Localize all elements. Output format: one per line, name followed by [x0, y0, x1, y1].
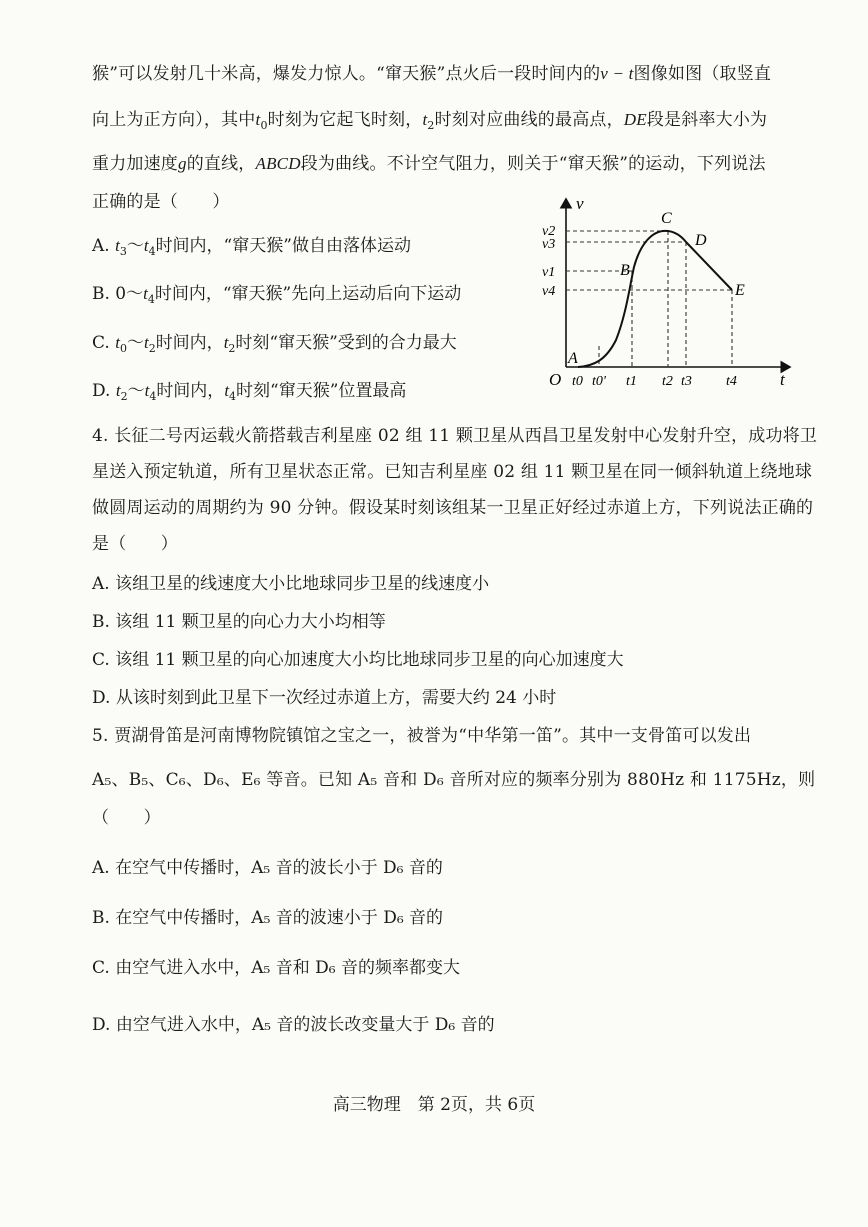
- q3-stem-line-1: [92, 62, 771, 86]
- point-d-label: D: [695, 232, 707, 249]
- abcd-label: ABCD: [255, 154, 301, 173]
- q3-stem-line-2: [92, 108, 767, 132]
- subscript: 4: [229, 390, 237, 403]
- q3-text: 的直线，: [186, 154, 256, 174]
- q3-text: 时刻为它起飞时刻，: [267, 110, 423, 130]
- t-symbol: t: [115, 381, 121, 400]
- q4-stem-line-3: 做圆周运动的周期约为 90 分钟。假设某时刻该组某一卫星正好经过赤道上方，下列说法正确的: [92, 498, 814, 518]
- vt-graph: [528, 195, 798, 400]
- subscript: 0: [119, 342, 127, 355]
- vt-label: v − t: [600, 64, 634, 83]
- t-symbol: t: [143, 236, 149, 255]
- option-label: B. 0: [92, 284, 127, 304]
- tick-t3: t3: [681, 374, 692, 389]
- subscript: 0: [260, 119, 268, 132]
- q5-stem-line-1: 5. 贾湖骨笛是河南博物院镇馆之宝之一，被誉为“中华第一笛”。其中一支骨笛可以发出: [92, 726, 752, 746]
- point-a-label: A: [568, 350, 578, 367]
- t-symbol: t: [115, 236, 120, 255]
- subscript: 4: [149, 390, 157, 403]
- q4-stem-line-4: 是（ ）: [92, 534, 178, 554]
- tick-t1: t1: [626, 374, 637, 389]
- q4-stem-line-1: 4. 长征二号丙运载火箭搭载吉利星座 02 组 11 颗卫星从西昌卫星发射中心发射升空，成功将卫: [92, 426, 818, 446]
- q3-text: 时刻对应曲线的最高点，: [434, 110, 624, 130]
- q5-option-c: C. 由空气进入水中，A₅ 音和 D₆ 音的频率都变大: [92, 958, 460, 978]
- tick-t2: t2: [662, 374, 673, 389]
- tick-t0: t0: [572, 374, 583, 389]
- option-label: A.: [92, 236, 116, 256]
- point-e-label: E: [735, 282, 745, 299]
- tilde: ～: [126, 333, 144, 353]
- q3-stem-line-3: [92, 152, 766, 176]
- option-label: C.: [92, 333, 116, 353]
- subscript: 2: [120, 390, 128, 403]
- q5-stem-line-3: （ ）: [92, 808, 161, 828]
- option-text: 时刻“窜天猴”位置最高: [236, 381, 407, 401]
- t-symbol: t: [255, 110, 261, 129]
- q3-text: 图像如图（取竖直: [633, 64, 772, 84]
- q3-text: 段为曲线。不计空气阻力，则关于“窜天猴”的运动，下列说法: [300, 154, 766, 174]
- option-text: 时间内，“窜天猴”先向上运动后向下运动: [154, 284, 462, 304]
- t-symbol: t: [223, 333, 229, 352]
- option-text: 时间内，“窜天猴”做自由落体运动: [155, 236, 411, 256]
- q4-option-b: B. 该组 11 颗卫星的向心力大小均相等: [92, 612, 386, 632]
- t-symbol: t: [422, 110, 428, 129]
- q3-option-c: [92, 331, 457, 355]
- q4-option-a: A. 该组卫星的线速度大小比地球同步卫星的线速度小: [92, 574, 490, 594]
- guide-lines: [566, 231, 732, 367]
- option-label: D.: [92, 381, 116, 401]
- q5-stem-line-2: A₅、B₅、C₆、D₆、E₆ 等音。已知 A₅ 音和 D₆ 音所对应的频率分别为 880Hz 和 1175Hz，则: [92, 770, 816, 790]
- t-symbol: t: [144, 381, 150, 400]
- q3-stem-line-4: 正确的是（ ）: [92, 192, 230, 212]
- t-symbol: t: [143, 333, 149, 352]
- subscript: 2: [427, 119, 435, 132]
- subscript: 3: [119, 245, 127, 258]
- q3-text: 向上为正方向），其中: [92, 110, 256, 130]
- t-symbol: t: [143, 284, 148, 303]
- option-text: 时刻“窜天猴”受到的合力最大: [235, 333, 457, 353]
- tick-v4: v4: [542, 284, 556, 299]
- tick-v3: v3: [542, 237, 556, 252]
- de-label: DE: [623, 110, 647, 129]
- t-symbol: t: [115, 333, 120, 352]
- subscript: 2: [148, 342, 156, 355]
- subscript: 4: [147, 293, 155, 306]
- g-symbol: g: [178, 154, 187, 173]
- line-de: [686, 242, 732, 290]
- subscript: 4: [148, 245, 156, 258]
- point-b-label: B: [620, 262, 630, 279]
- q5-option-b: B. 在空气中传播时，A₅ 音的波速小于 D₆ 音的: [92, 908, 444, 928]
- page-footer: 高三物理 第 2页，共 6页: [332, 1095, 536, 1115]
- tick-v1: v1: [542, 265, 556, 280]
- q5-option-d: D. 由空气进入水中，A₅ 音的波长改变量大于 D₆ 音的: [92, 1015, 495, 1035]
- tilde: ～: [127, 381, 145, 401]
- tick-v2: v2: [542, 224, 556, 239]
- tick-t4: t4: [726, 374, 737, 389]
- tilde: ～: [126, 236, 144, 256]
- option-text: 时间内，: [156, 381, 225, 401]
- axis-t-label: t: [780, 370, 785, 389]
- q3-option-a: [92, 234, 411, 258]
- q3-text: 猴”可以发射几十米高，爆发力惊人。“窜天猴”点火后一段时间内的: [92, 64, 601, 84]
- subscript: 2: [228, 342, 236, 355]
- q3-option-b: [92, 282, 461, 306]
- q4-option-c: C. 该组 11 颗卫星的向心加速度大小均比地球同步卫星的向心加速度大: [92, 650, 624, 670]
- q3-text: 重力加速度: [92, 154, 178, 174]
- q5-option-a: A. 在空气中传播时，A₅ 音的波长小于 D₆ 音的: [92, 858, 443, 878]
- t-symbol: t: [224, 381, 230, 400]
- q3-option-d: [92, 379, 406, 403]
- curve-abcd: [578, 231, 686, 367]
- q4-stem-line-2: 星送入预定轨道，所有卫星状态正常。已知吉利星座 02 组 11 颗卫星在同一倾斜轨道上绕地球: [92, 462, 813, 482]
- q4-option-d: D. 从该时刻到此卫星下一次经过赤道上方，需要大约 24 小时: [92, 688, 557, 708]
- point-c-label: C: [661, 210, 672, 227]
- tick-t0-prime: t0': [592, 374, 606, 389]
- origin-label: O: [549, 370, 562, 389]
- tilde: ～: [126, 284, 144, 304]
- option-text: 时间内，: [155, 333, 224, 353]
- axis-v-label: v: [576, 195, 584, 213]
- q3-text: 段是斜率大小为: [646, 110, 768, 130]
